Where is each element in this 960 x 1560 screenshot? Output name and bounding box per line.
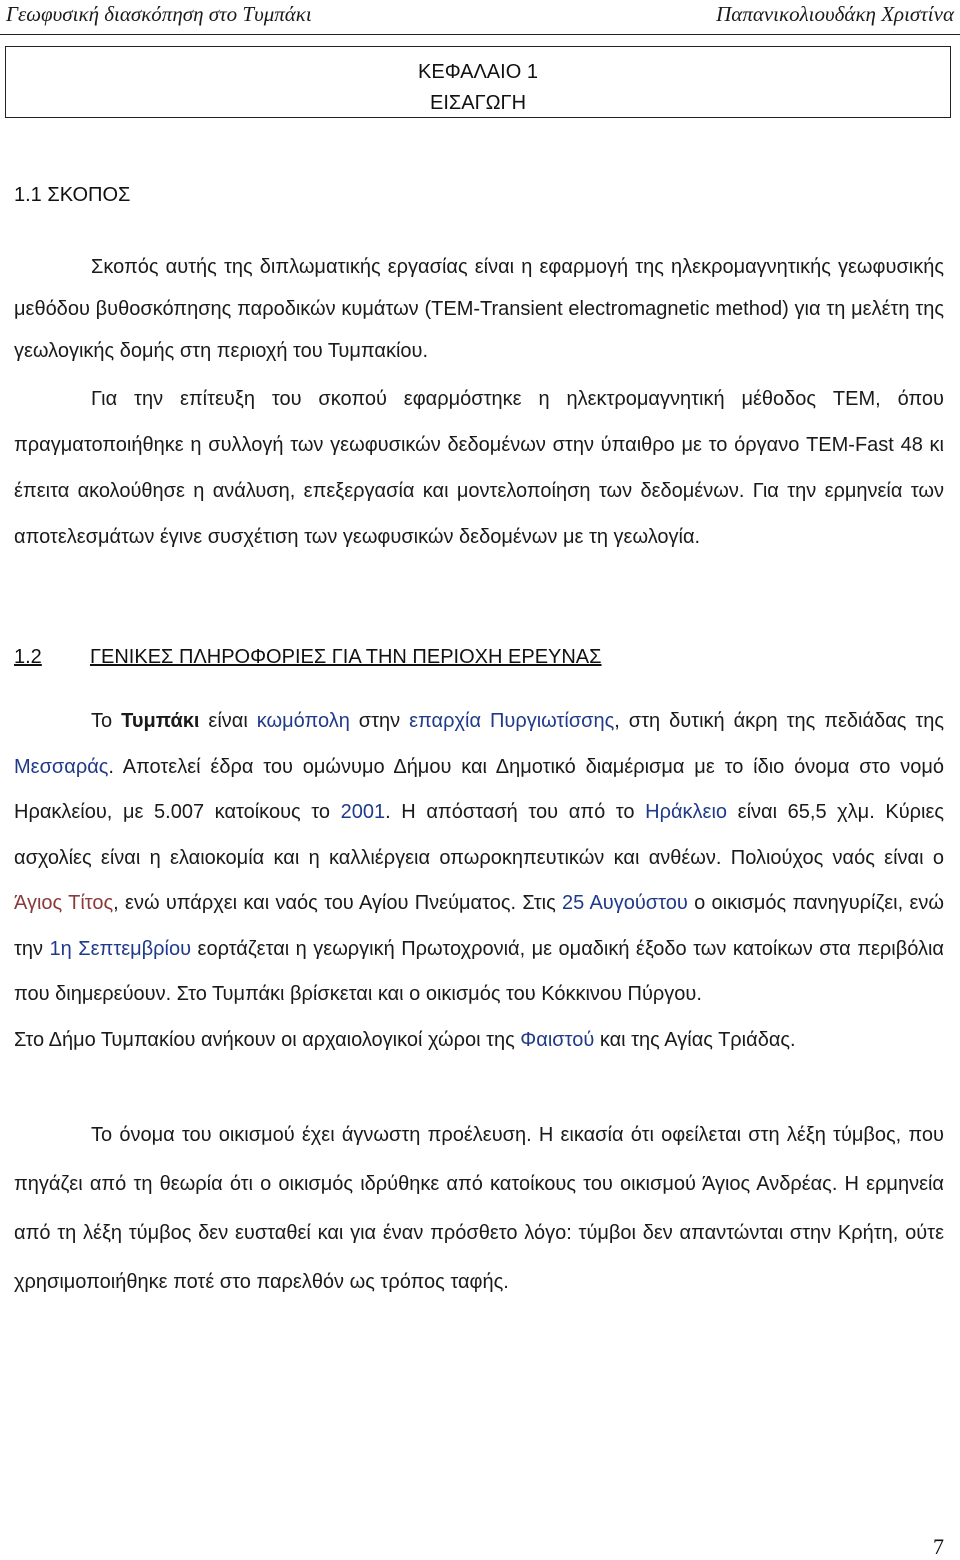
text-run: είναι 65,5 χλμ. Κύριες ασχολίες είναι η ελαιοκομία και η καλλιέργεια οπωροκηπευτικών και ανθέων. Πολιούχος ναός είναι ο — [14, 801, 945, 869]
text-run: . Αποτελεί έδρα του ομώνυμο Δήμου και Δημοτικό διαμέρισμα με το ίδιο όνομα στο νομό Ηρακλείου, με 5.007 κατοίκους το — [14, 755, 944, 823]
running-header-author: Παπανικολιουδάκη Χριστίνα — [716, 2, 954, 26]
paragraph-method-text: Για την επίτευξη του σκοπού εφαρμόστηκε η ηλεκτρομαγνητική μέθοδος TEM, όπου πραγματοποιήθηκε η συλλογή των γεωφυσικών δεδομένων στην ύπαιθρο με το όργανο TEM-Fast 48 κι έπειτα ακολούθησε η ανάλυση, επεξεργασία και μοντελοποίηση των δεδομένων. Για την ερμηνεία των αποτελεσμάτων έγινε συσχέτιση των γεωφυσικών δεδομένων με τη γεωλογία. — [14, 388, 944, 548]
link-1-september[interactable]: 1η Σεπτεμβρίου — [49, 937, 192, 960]
link-eparchia[interactable]: επαρχία — [409, 710, 481, 732]
link-pyrgiotissis[interactable]: Πυργιωτίσσης — [489, 710, 615, 732]
link-heraklion[interactable]: Ηράκλειο — [645, 801, 728, 823]
section-heading-purpose: 1.1 ΣΚΟΠΟΣ — [14, 184, 131, 206]
paragraph-name-origin — [14, 1111, 944, 1307]
header-rule — [0, 34, 960, 35]
link-komopoli[interactable]: κωμόπολη — [256, 710, 350, 732]
chapter-title: ΕΙΣΑΓΩΓΗ — [429, 92, 527, 114]
text-run: , ενώ υπάρχει και ναός του Αγίου Πνεύματος. Στις — [113, 892, 563, 914]
link-25-august[interactable]: 25 Αυγούστου — [562, 892, 688, 914]
paragraph-purpose — [14, 246, 944, 372]
running-header-title: Γεωφυσική διασκόπηση στο Τυμπάκι — [6, 2, 312, 26]
text-run: στην — [349, 710, 410, 732]
section-title: ΓΕΝΙΚΕΣ ΠΛΗΡΟΦΟΡΙΕΣ ΓΙΑ ΤΗΝ ΠΕΡΙΟΧΗ ΕΡΕΥΝΑΣ — [90, 646, 602, 668]
text-run: . Η απόστασή του από το — [385, 801, 646, 823]
text-run: είναι — [199, 710, 257, 732]
link-phaistos[interactable]: Φαιστού — [520, 1028, 595, 1051]
section-heading-area-info — [14, 646, 602, 669]
text-run: και της Αγίας Τριάδας. — [594, 1028, 796, 1051]
paragraph-area-info — [14, 699, 944, 1063]
chapter-title-box — [5, 46, 951, 118]
paragraph-purpose-text: Σκοπός αυτής της διπλωματικής εργασίας είναι η εφαρμογή της ηλεκρομαγνητικής γεωφυσικής μεθόδου βυθοσκόπησης παροδικών κυμάτων (TEM-Transient electromagnetic method) για τη μελέτη της γεωλογικής δομής στη περιοχή του Τυμπακίου. — [14, 256, 944, 362]
bold-term: Τυμπάκι — [121, 710, 200, 732]
paragraph-name-origin-text: Το όνομα του οικισμού έχει άγνωστη προέλευση. Η εικασία ότι οφείλεται στη λέξη τύμβος, που πηγάζει από τη θεωρία ότι ο οικισμός ιδρύθηκε από κατοίκους του οικισμού Άγιος Ανδρέας. Η ερμηνεία από τη λέξη τύμβος δεν ευσταθεί και για έναν πρόσθετο λόγο: τύμβοι δεν απαντώνται στην Κρήτη, ούτε χρησιμοποιήθηκε ποτέ στο παρελθόν ως τρόπος ταφής. — [14, 1124, 944, 1293]
text-run: Στο Δήμο Τυμπακίου ανήκουν οι αρχαιολογικοί χώροι της — [14, 1028, 521, 1051]
text-run: εορτάζεται η γεωργική Πρωτοχρονιά, με ομαδική έξοδο των κατοίκων στα περιβόλια που διημερεύουν. Στο Τυμπάκι βρίσκεται και ο οικισμός του Κόκκινου Πύργου. — [14, 937, 944, 1005]
section-number: 1.2 — [14, 646, 42, 668]
link-2001[interactable]: 2001 — [340, 801, 386, 823]
link-messara[interactable]: Μεσσαράς — [14, 755, 109, 778]
paragraph-method — [14, 376, 944, 560]
link-agios-titos[interactable]: Άγιος Τίτος — [14, 892, 114, 914]
text-run: , στη δυτική άκρη της πεδιάδας της — [614, 710, 944, 732]
page-number: 7 — [933, 1534, 944, 1559]
text-run — [481, 710, 490, 732]
text-run: ο οικισμός πανηγυρίζει, ενώ την — [14, 892, 945, 960]
text-run: Το — [91, 710, 122, 732]
chapter-number: ΚΕΦΑΛΑΙΟ 1 — [418, 61, 538, 83]
